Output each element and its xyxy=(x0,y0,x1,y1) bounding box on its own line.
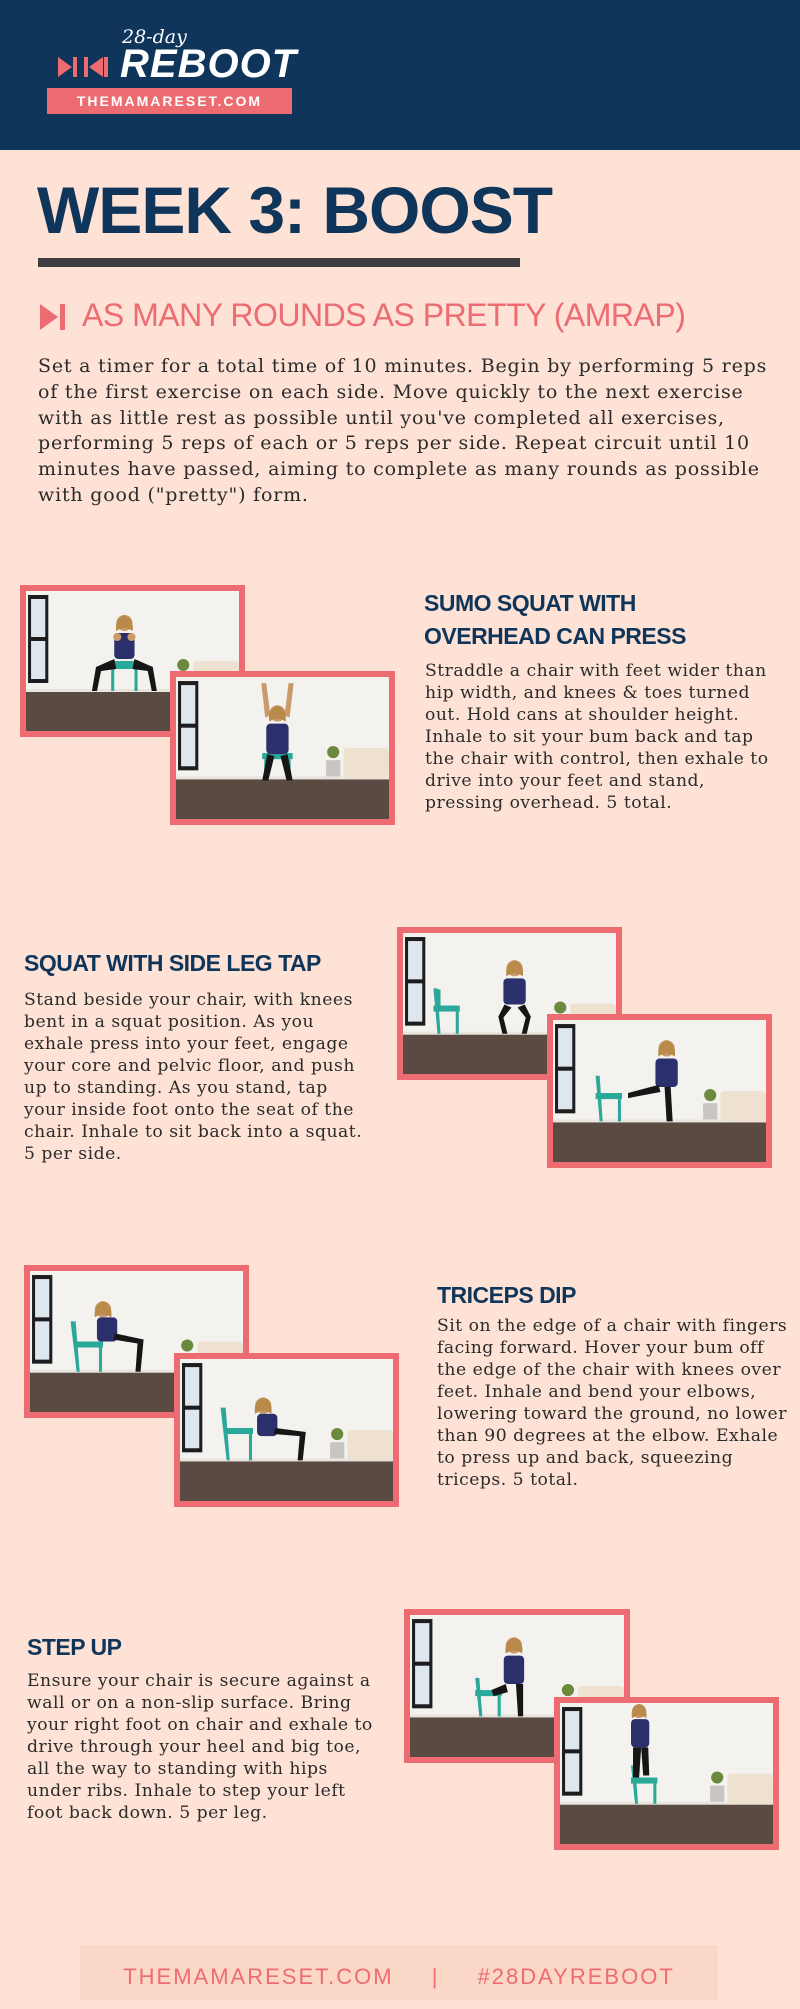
exercise-desc-step-up: Ensure your chair is secure against a wall or on a non-slip surface. Bring your right foot on chair and exhale to drive through your heel and big toe, all the way to standing with hips under ribs. Inhale to step your left foot back down. 5 per leg. xyxy=(27,1671,373,1823)
exercise-desc-side-leg-tap: Stand beside your chair, with knees bent in a squat position. As you exhale press into your feet, engage your core and pelvic floor, and push up to standing. As you stand, tap your inside foot onto the seat of the chair. Inhale to sit back into a squat. 5 per side. xyxy=(24,990,363,1164)
amrap-instructions: Set a timer for a total time of 10 minutes. Begin by performing 5 reps of the first exercise on each side. Move quickly to the next exercise with as little rest as possible until you've completed all exercises, performing 5 reps of each or 5 reps per side. Repeat circuit until 10 minutes have passed, aiming to complete as many rounds as possible with good ("pretty") form. xyxy=(38,355,768,506)
footer-separator: | xyxy=(431,1964,440,1989)
exercise-title-side-leg-tap: SQUAT WITH SIDE LEG TAP xyxy=(24,950,321,976)
footer-bar xyxy=(80,1945,718,2000)
exercise-desc-sumo-squat: Straddle a chair with feet wider than hip width, and knees & toes turned out. Hold cans at shoulder height. Inhale to sit your bum back and tap the chair with control, then exhale to drive into your feet and stand, pressing overhead. 5 total. xyxy=(425,661,769,813)
logo-reboot: REBOOT xyxy=(120,42,298,86)
exercise-desc-triceps-dip: Sit on the edge of a chair with fingers facing forward. Hover your bum off the edge of the chair with knees over feet. Inhale and bend your elbows, lowering toward the ground, no lower than 90 degrees at the elbow. Exhale to press up and back, squeezing triceps. 5 total. xyxy=(437,1316,788,1490)
footer-hashtag[interactable]: #28DAYREBOOT xyxy=(477,1964,675,1989)
logo-site-link[interactable]: THEMAMARESET.COM xyxy=(47,88,292,114)
rewind-play-icon xyxy=(58,56,116,78)
exercise-title-step-up: STEP UP xyxy=(27,1634,122,1660)
header-banner xyxy=(0,0,800,150)
sumo-squat-photo-2 xyxy=(170,671,395,825)
logo-28-day: 28-day xyxy=(122,26,187,48)
footer-site-link[interactable]: THEMAMARESET.COM xyxy=(123,1964,394,1989)
play-next-icon xyxy=(40,304,68,330)
title-divider xyxy=(38,258,520,267)
page-title: WEEK 3: BOOST xyxy=(37,173,553,247)
exercise-title-triceps-dip: TRICEPS DIP xyxy=(437,1282,576,1308)
side-leg-tap-photo-2 xyxy=(547,1014,772,1168)
triceps-dip-photo-2 xyxy=(174,1353,399,1507)
amrap-heading: AS MANY ROUNDS AS PRETTY (AMRAP) xyxy=(82,297,686,333)
step-up-photo-2 xyxy=(554,1697,779,1850)
exercise-title-sumo-squat: SUMO SQUAT WITH OVERHEAD CAN PRESS xyxy=(424,590,686,649)
